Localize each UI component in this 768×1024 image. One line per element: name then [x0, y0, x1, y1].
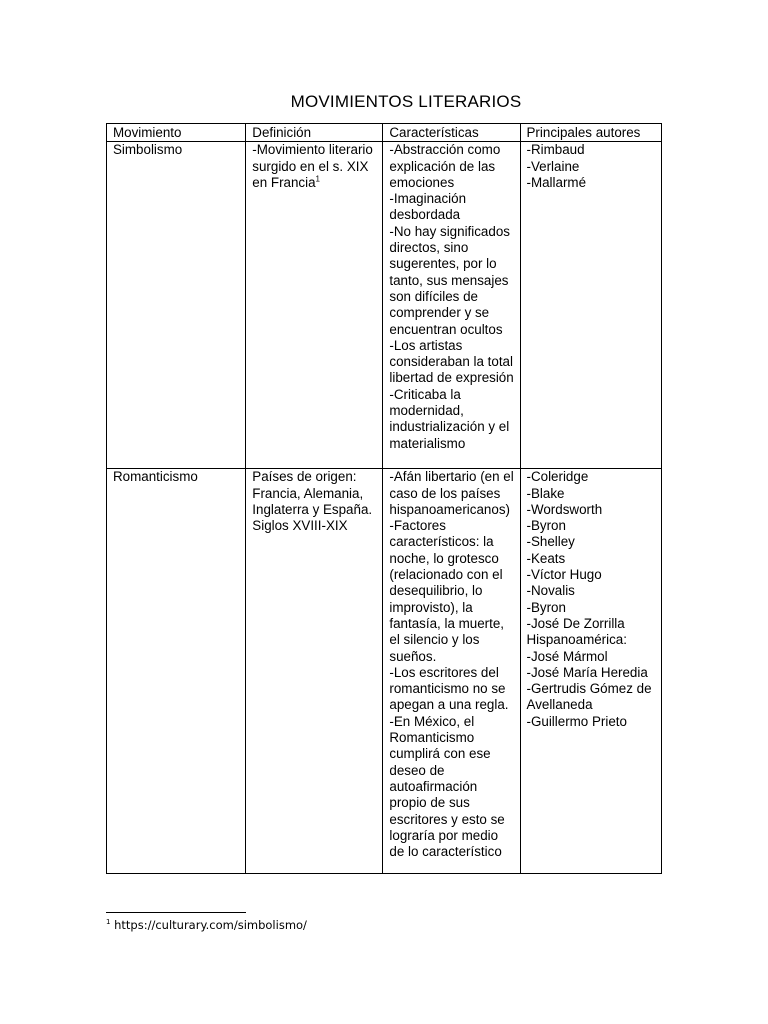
caracteristica-item: -No hay significados directos, sino sugerentes, por lo tanto, sus mensajes son difíciles de comprender y se encuentran ocultos	[389, 223, 510, 337]
autor-item: -José María Heredia	[526, 664, 648, 680]
autor-item: -Blake	[526, 485, 565, 501]
autor-item: -Wordsworth	[526, 501, 603, 517]
cell-definicion: Países de origen: Francia, Alemania, Inglaterra y España. Siglos XVIII-XIX	[246, 469, 383, 874]
header-caracteristicas: Características	[383, 124, 520, 142]
autor-item: -Verlaine	[526, 158, 580, 174]
footnote-separator	[106, 912, 246, 913]
caracteristica-item: -Criticaba la modernidad, industrialización y el materialismo	[389, 386, 510, 451]
cell-movimiento: Simbolismo	[107, 142, 246, 469]
document-title: MOVIMIENTOS LITERARIOS	[290, 92, 522, 111]
autor-item: -José Mármol	[526, 648, 608, 664]
footnote-number: 1	[106, 918, 111, 927]
caracteristica-item: -Abstracción como explicación de las emociones	[389, 142, 501, 190]
caracteristica-item: -Factores característicos: la noche, lo grotesco (relacionado con el desequilibrio, lo improvisto), la fantasía, la muerte, el silencio y los sueños.	[389, 518, 505, 664]
cell-definicion	[246, 142, 383, 469]
autor-item: -Coleridge	[526, 469, 589, 485]
autor-item: -Víctor Hugo	[526, 567, 602, 583]
footnote	[106, 918, 307, 932]
autor-item: -Guillermo Prieto	[526, 713, 627, 729]
table-header-row	[107, 124, 662, 142]
autor-item: -Mallarmé	[526, 174, 587, 190]
caracteristica-item: -Imaginación desbordada	[389, 191, 467, 223]
autor-item: -Gertrudis Gómez de Avellaneda	[526, 681, 652, 713]
cell-autores	[520, 469, 662, 874]
autor-item: -Rimbaud	[526, 142, 585, 158]
header-definicion: Definición	[246, 124, 383, 142]
caracteristica-item: -Afán libertario (en el caso de los países hispanoamericanos)	[389, 469, 514, 517]
cell-autores	[520, 142, 662, 469]
caracteristica-item: -En México, el Romanticismo cumplirá con ese deseo de autoafirmación propio de sus escritores y esto se lograría por medio de lo característico	[389, 713, 505, 860]
cell-caracteristicas	[383, 469, 520, 874]
autor-item: -Byron	[526, 599, 566, 615]
autor-item: -Novalis	[526, 583, 575, 599]
autor-item: -José De Zorrilla	[526, 615, 625, 631]
footnote-ref: 1	[315, 174, 320, 184]
autor-item: -Byron	[526, 518, 566, 534]
table-row	[107, 142, 662, 469]
literary-movements-table	[106, 123, 662, 874]
footnote-link[interactable]: https://culturary.com/simbolismo/	[114, 918, 307, 932]
cell-movimiento: Romanticismo	[107, 469, 246, 874]
autor-item: -Keats	[526, 550, 566, 566]
caracteristica-item: -Los escritores del romanticismo no se apegan a una regla.	[389, 664, 509, 713]
definicion-text: -Movimiento literario surgido en el s. XIX en Francia	[252, 142, 373, 190]
autor-item: -Shelley	[526, 534, 575, 550]
caracteristica-item: -Los artistas consideraban la total libertad de expresión	[389, 337, 514, 386]
header-autores: Principales autores	[520, 124, 662, 142]
cell-caracteristicas	[383, 142, 520, 469]
table-row	[107, 469, 662, 874]
autor-item: Hispanoamérica:	[526, 632, 627, 648]
header-movimiento: Movimiento	[107, 124, 246, 142]
